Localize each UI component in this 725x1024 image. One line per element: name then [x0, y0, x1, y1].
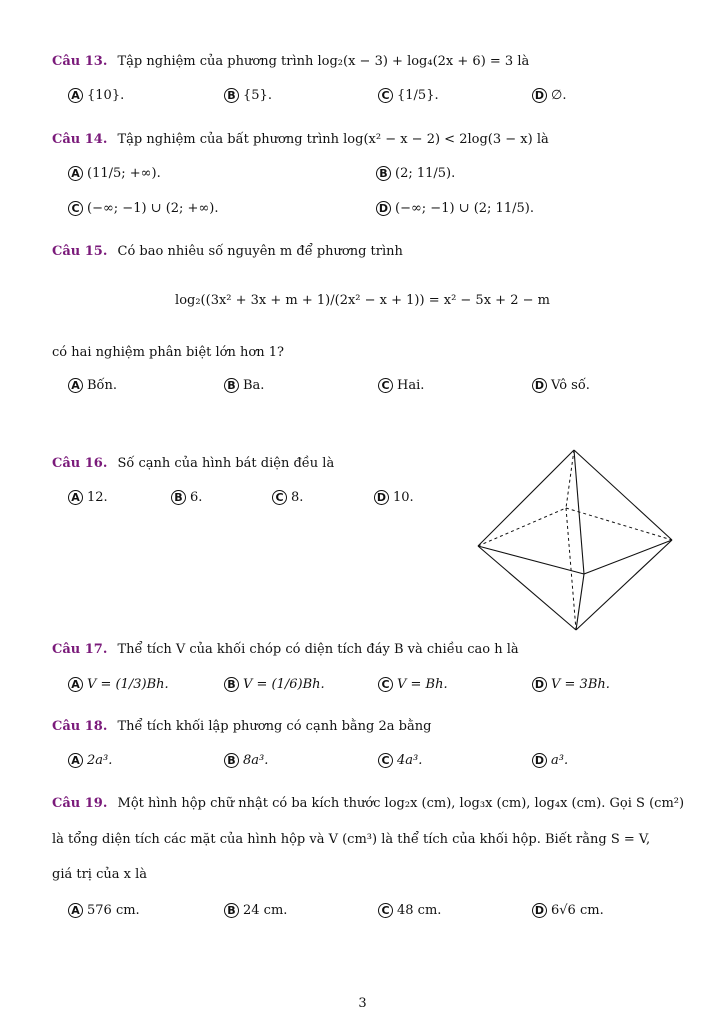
option-letter: C: [68, 201, 83, 216]
q18-option-c[interactable]: [378, 753, 422, 768]
option-letter: D: [532, 378, 547, 393]
edge-hidden: [566, 508, 672, 540]
option-text: V = 3Bh.: [551, 677, 610, 692]
option-letter: A: [68, 490, 83, 505]
option-letter: B: [376, 166, 391, 181]
q17-option-d[interactable]: [532, 677, 610, 692]
option-letter: A: [68, 903, 83, 918]
option-text: 4a³.: [397, 753, 423, 768]
q19-option-b[interactable]: [224, 903, 287, 918]
option-letter: B: [224, 677, 239, 692]
q16-option-c[interactable]: [272, 490, 303, 505]
option-letter: A: [68, 378, 83, 393]
edge-solid: [576, 574, 584, 630]
option-letter: D: [532, 903, 547, 918]
question-19: [52, 796, 684, 811]
edge-solid: [584, 540, 672, 574]
q19-option-a[interactable]: [68, 903, 140, 918]
question-15: [52, 244, 403, 259]
question-label: Câu 14.: [52, 132, 108, 147]
q17-option-b[interactable]: [224, 677, 325, 692]
question-label: Câu 18.: [52, 719, 108, 734]
option-letter: C: [378, 753, 393, 768]
q13-option-d[interactable]: [532, 88, 566, 103]
option-text: (11/5; +∞).: [87, 166, 161, 181]
q15-option-a[interactable]: [68, 378, 117, 393]
option-letter: A: [68, 166, 83, 181]
option-letter: D: [376, 201, 391, 216]
option-text: Bốn.: [87, 378, 118, 393]
question-label: Câu 19.: [52, 796, 108, 811]
q18-option-b[interactable]: [224, 753, 268, 768]
page-number: 3: [358, 996, 367, 1011]
q18-option-a[interactable]: [68, 753, 112, 768]
option-text: 576 cm.: [87, 903, 140, 918]
q19-text-continued-2: giá trị của x là: [52, 867, 147, 882]
edge-hidden: [566, 450, 574, 508]
option-letter: B: [171, 490, 186, 505]
option-text: Vô số.: [551, 378, 590, 393]
question-17: [52, 642, 519, 657]
q13-option-a[interactable]: [68, 88, 124, 103]
q17-option-a[interactable]: [68, 677, 169, 692]
option-text: {10}.: [87, 88, 125, 103]
question-14: [52, 132, 549, 147]
option-text: (2; 11/5).: [395, 166, 456, 181]
option-letter: A: [68, 677, 83, 692]
q16-option-b[interactable]: [171, 490, 202, 505]
octahedron-figure: [474, 446, 678, 636]
option-text: (−∞; −1) ∪ (2; +∞).: [87, 201, 219, 216]
edge-solid: [576, 540, 672, 630]
option-letter: D: [374, 490, 389, 505]
question-text: Thể tích V của khối chóp có diện tích đáy B và chiều cao h là: [117, 642, 519, 657]
option-letter: A: [68, 753, 83, 768]
question-label: Câu 17.: [52, 642, 108, 657]
option-text: ∅.: [551, 88, 567, 103]
option-letter: B: [224, 753, 239, 768]
q17-option-c[interactable]: [378, 677, 448, 692]
option-letter: D: [532, 753, 547, 768]
option-text: 48 cm.: [397, 903, 442, 918]
option-text: {5}.: [243, 88, 272, 103]
option-text: V = Bh.: [397, 677, 448, 692]
option-text: V = (1/6)Bh.: [243, 677, 325, 692]
q15-option-c[interactable]: [378, 378, 424, 393]
option-text: 24 cm.: [243, 903, 288, 918]
option-letter: B: [224, 903, 239, 918]
q18-option-d[interactable]: [532, 753, 568, 768]
q14-option-a[interactable]: [68, 166, 161, 181]
q16-option-a[interactable]: [68, 490, 108, 505]
option-text: a³.: [551, 753, 569, 768]
option-text: 6√6 cm.: [551, 903, 604, 918]
option-text: (−∞; −1) ∪ (2; 11/5).: [395, 201, 534, 216]
q13-option-c[interactable]: [378, 88, 439, 103]
question-text: Thể tích khối lập phương có cạnh bằng 2a bằng: [117, 719, 432, 734]
question-label: Câu 16.: [52, 456, 108, 471]
option-letter: B: [224, 378, 239, 393]
q16-option-d[interactable]: [374, 490, 414, 505]
edge-hidden: [478, 508, 566, 546]
q15-equation: log₂((3x² + 3x + m + 1)/(2x² − x + 1)) = x² − 5x + 2 − m: [175, 293, 550, 308]
question-text: Tập nghiệm của phương trình log₂(x − 3) + log₄(2x + 6) = 3 là: [117, 54, 530, 69]
option-letter: A: [68, 88, 83, 103]
option-text: 12.: [87, 490, 108, 505]
option-text: 2a³.: [87, 753, 113, 768]
q14-option-b[interactable]: [376, 166, 455, 181]
q14-option-c[interactable]: [68, 201, 218, 216]
question-label: Câu 13.: [52, 54, 108, 69]
q13-option-b[interactable]: [224, 88, 272, 103]
option-text: 8.: [291, 490, 304, 505]
option-text: Hai.: [397, 378, 425, 393]
q19-text-continued: là tổng diện tích các mặt của hình hộp và V (cm³) là thể tích của khối hộp. Biết rằng S = V,: [52, 832, 651, 847]
option-letter: C: [378, 378, 393, 393]
option-text: 6.: [190, 490, 203, 505]
option-letter: D: [532, 88, 547, 103]
option-text: {1/5}.: [397, 88, 439, 103]
q19-option-d[interactable]: [532, 903, 604, 918]
question-18: [52, 719, 431, 734]
question-text: Số cạnh của hình bát diện đều là: [117, 456, 335, 471]
q14-option-d[interactable]: [376, 201, 534, 216]
option-letter: C: [378, 88, 393, 103]
option-letter: B: [224, 88, 239, 103]
option-text: 8a³.: [243, 753, 269, 768]
edge-solid: [478, 450, 574, 546]
option-letter: C: [272, 490, 287, 505]
q15-option-b[interactable]: [224, 378, 264, 393]
edge-solid: [574, 450, 672, 540]
question-text: Có bao nhiêu số nguyên m để phương trình: [117, 244, 403, 259]
question-text: Tập nghiệm của bất phương trình log(x² − x − 2) < 2log(3 − x) là: [117, 132, 549, 147]
edge-hidden: [566, 508, 576, 630]
option-text: 10.: [393, 490, 414, 505]
question-16: [52, 456, 334, 471]
option-letter: D: [532, 677, 547, 692]
question-13: [52, 54, 529, 69]
question-text: Một hình hộp chữ nhật có ba kích thước log₂x (cm), log₃x (cm), log₄x (cm). Gọi S (cm²): [117, 796, 685, 811]
option-text: V = (1/3)Bh.: [87, 677, 169, 692]
q15-text-continued: có hai nghiệm phân biệt lớn hơn 1?: [52, 345, 284, 360]
question-label: Câu 15.: [52, 244, 108, 259]
option-text: Ba.: [243, 378, 265, 393]
option-letter: C: [378, 903, 393, 918]
q15-option-d[interactable]: [532, 378, 590, 393]
option-letter: C: [378, 677, 393, 692]
q19-option-c[interactable]: [378, 903, 441, 918]
